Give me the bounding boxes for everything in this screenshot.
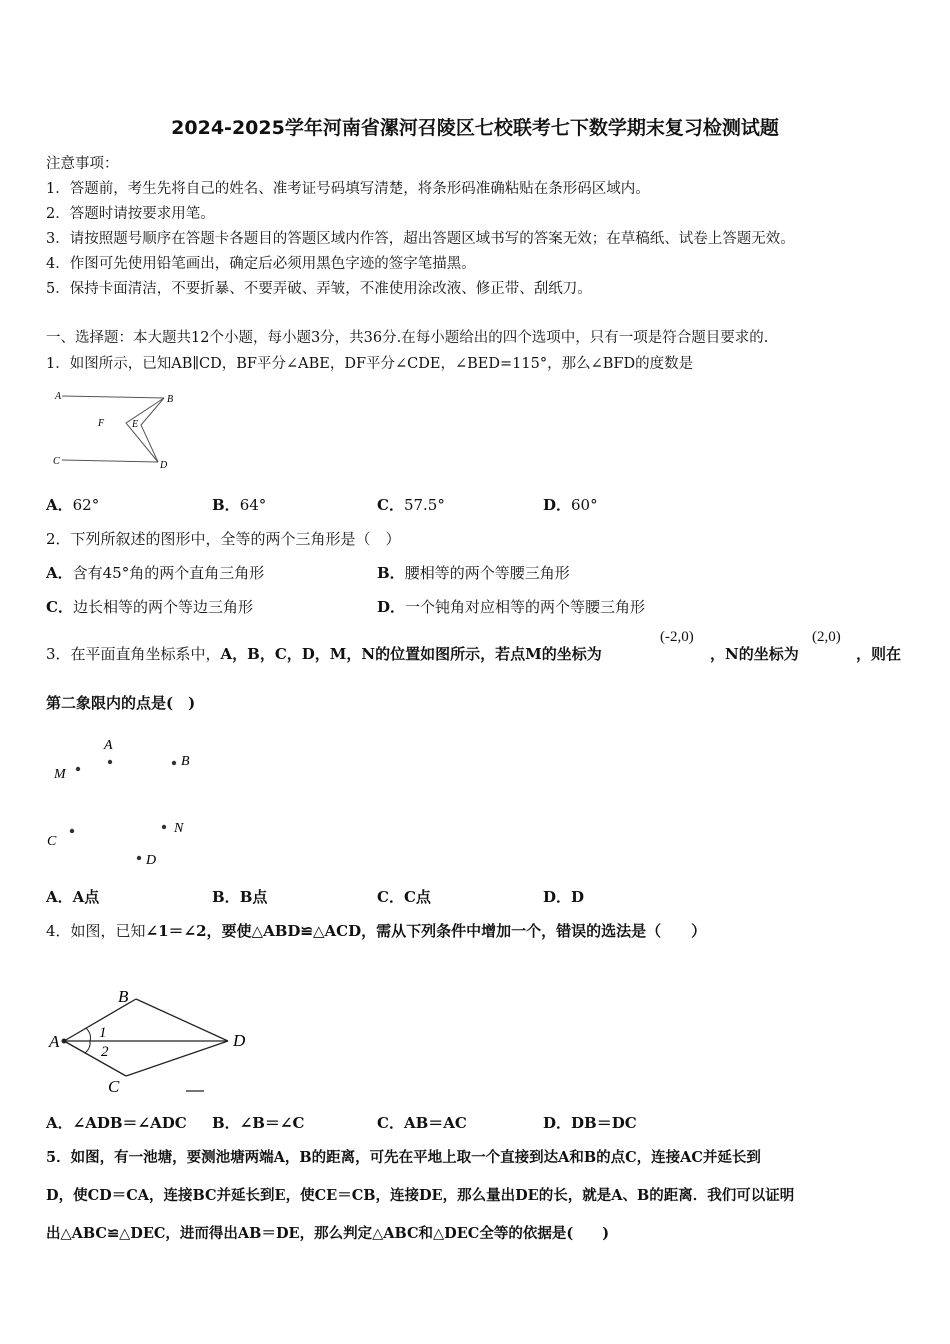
q1-stem: 1．如图所示，已知AB∥CD，BF平分∠ABE，DF平分∠CDE，∠BED=115°，那么∠BFD的度数是 bbox=[46, 356, 694, 372]
note-item: 5．保持卡面清洁，不要折暴、不要弄破、弄皱，不准使用涂改液、修正带、刮纸刀。 bbox=[46, 281, 592, 297]
q3-label-c: C bbox=[47, 834, 57, 849]
q3-stem-tail: ，则在 bbox=[856, 645, 902, 663]
q4-label-2: 2 bbox=[101, 1044, 109, 1060]
q1-label-a: A bbox=[55, 391, 62, 402]
q4-line-bd bbox=[136, 999, 228, 1041]
q3-point-n bbox=[162, 825, 166, 829]
notes-heading: 注意事项： bbox=[46, 156, 119, 172]
q4-angle-2-arc bbox=[85, 1041, 90, 1053]
q3-option-d[interactable]: D．D bbox=[543, 888, 585, 906]
q3-coord-n: (2,0) bbox=[812, 629, 841, 645]
q3-option-c[interactable]: C．C点 bbox=[377, 888, 431, 906]
q4-label-d: D bbox=[233, 1031, 246, 1050]
q4-option-d[interactable]: D．DB＝DC bbox=[543, 1114, 637, 1132]
q3-coord-m: (-2,0) bbox=[660, 629, 694, 645]
note-item: 3．请按照题号顺序在答题卡各题目的答题区域内作答，超出答题区域书写的答案无效；在草稿纸、试卷上答题无效。 bbox=[46, 231, 795, 247]
q3-point-a bbox=[108, 760, 112, 764]
q1-label-d: D bbox=[160, 460, 168, 471]
q1-option-d[interactable]: D．60° bbox=[543, 496, 598, 514]
q1-label-f: F bbox=[98, 418, 105, 429]
q3-stem: 3．在平面直角坐标系中，A，B，C，D，M，N的位置如图所示，若点M的坐标为 bbox=[46, 645, 602, 663]
q1-option-c[interactable]: C．57.5° bbox=[377, 496, 445, 514]
q4-option-a[interactable]: A．∠ADB＝∠ADC bbox=[46, 1114, 187, 1132]
q1-label-e: E bbox=[132, 419, 139, 430]
q4-angle-1-arc bbox=[86, 1028, 91, 1041]
q2-option-c[interactable]: C．边长相等的两个等边三角形 bbox=[46, 598, 253, 616]
q4-option-b[interactable]: B．∠B＝∠C bbox=[212, 1114, 305, 1132]
q4-label-1: 1 bbox=[99, 1025, 107, 1041]
q3-label-n: N bbox=[174, 821, 184, 836]
note-item: 4．作图可先使用铅笔画出，确定后必须用黑色字迹的签字笔描黑。 bbox=[46, 256, 476, 272]
q3-label-b: B bbox=[181, 754, 190, 769]
section-heading: 一、选择题：本大题共12个小题，每小题3分，共36分.在每小题给出的四个选项中，只有一项是符合题目要求的. bbox=[46, 330, 769, 346]
q4-stem: 4．如图，已知∠1＝∠2，要使△ABD≌△ACD，需从下列条件中增加一个，错误的选法是（ ） bbox=[46, 922, 707, 940]
q2-stem: 2．下列所叙述的图形中，全等的两个三角形是（ ） bbox=[46, 530, 401, 548]
note-item: 1．答题前，考生先将自己的姓名、准考证号码填写清楚，将条形码准确粘贴在条形码区域内。 bbox=[46, 181, 650, 197]
q1-label-b: B bbox=[167, 394, 174, 405]
q3-option-a[interactable]: A．A点 bbox=[46, 888, 100, 906]
q1-option-a[interactable]: A．62° bbox=[46, 496, 100, 514]
page-title: 2024-2025学年河南省漯河召陵区七校联考七下数学期末复习检测试题 bbox=[171, 117, 779, 139]
q5-line-2: D，使CD＝CA，连接BC并延长到E，使CE＝CB，连接DE，那么量出DE的长，就是A、B的距离．我们可以证明 bbox=[46, 1187, 795, 1204]
q3-stem-n: ，N的坐标为 bbox=[710, 645, 799, 663]
q2-option-a[interactable]: A．含有45°角的两个直角三角形 bbox=[46, 564, 265, 582]
q1-line-bfd bbox=[126, 398, 164, 462]
q5-line-3: 出△ABC≌△DEC，进而得出AB＝DE，那么判定△ABC和△DEC全等的依据是( ) bbox=[46, 1225, 610, 1242]
q1-figure bbox=[46, 385, 196, 475]
q3-label-d: D bbox=[146, 853, 157, 868]
q1-label-c: C bbox=[53, 456, 60, 467]
q4-label-a: A bbox=[49, 1032, 60, 1051]
q4-figure bbox=[46, 980, 266, 1100]
q3-point-m bbox=[76, 767, 80, 771]
q4-label-c: C bbox=[108, 1077, 120, 1096]
q5-line-1: 5．如图，有一池塘，要测池塘两端A，B的距离，可先在平地上取一个直接到达A和B的点C，连接AC并延长到 bbox=[46, 1149, 761, 1166]
q2-option-d[interactable]: D．一个钝角对应相等的两个等腰三角形 bbox=[377, 598, 646, 616]
q2-option-b[interactable]: B．腰相等的两个等腰三角形 bbox=[377, 564, 570, 582]
q4-line-cd bbox=[126, 1041, 228, 1076]
q3-point-d bbox=[137, 856, 141, 860]
q4-point-a bbox=[62, 1039, 67, 1044]
q1-line-bed bbox=[141, 398, 164, 462]
q3-label-m: M bbox=[54, 767, 66, 782]
q1-line-cd bbox=[62, 460, 158, 462]
q3-stem-line2: 第二象限内的点是( ) bbox=[46, 694, 196, 712]
q4-option-c[interactable]: C．AB＝AC bbox=[377, 1114, 467, 1132]
q3-point-b bbox=[172, 761, 176, 765]
q1-line-ab bbox=[62, 396, 164, 398]
q3-label-a: A bbox=[104, 738, 113, 753]
q3-option-b[interactable]: B．B点 bbox=[212, 888, 268, 906]
q3-point-c bbox=[70, 829, 74, 833]
q3-figure bbox=[44, 733, 214, 873]
q4-label-b: B bbox=[118, 987, 129, 1006]
q1-option-b[interactable]: B．64° bbox=[212, 496, 267, 514]
note-item: 2．答题时请按要求用笔。 bbox=[46, 206, 215, 222]
q4-line-ac bbox=[64, 1041, 126, 1076]
